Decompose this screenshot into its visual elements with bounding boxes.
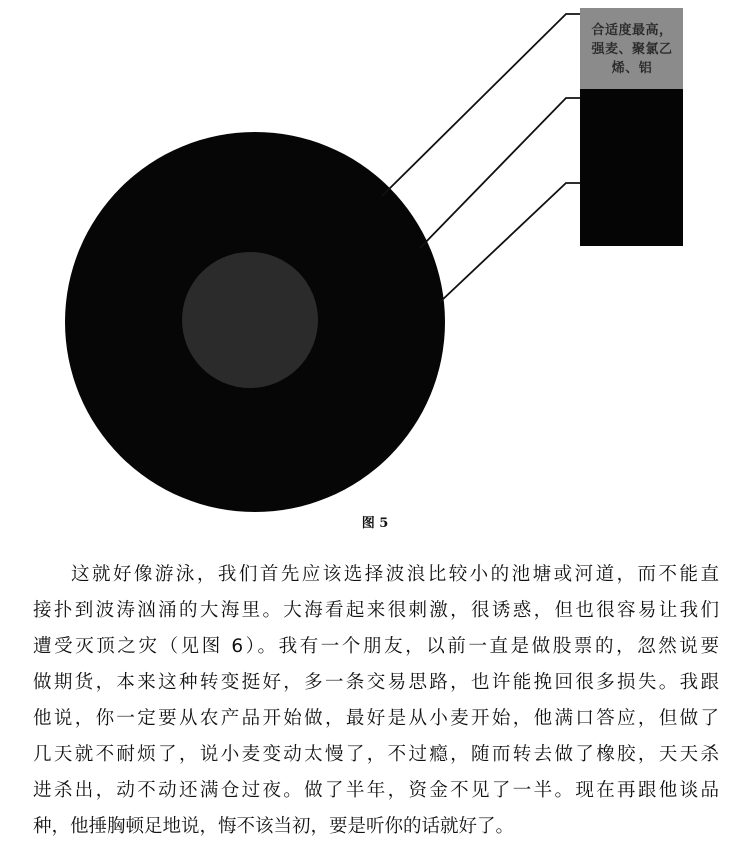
leader-line-middle [420,98,580,248]
leader-line-bottom [440,183,580,302]
body-line-8: 种，他捶胸顿足地说，悔不该当初，要是听你的话就好了。 [33,816,515,837]
legend-label-text: 合适度最高，强麦、聚氯乙烯、铝 [591,23,673,76]
inner-circle [182,252,318,388]
body-line-1: 这就好像游泳，我们首先应该选择波浪比较小的池塘或河道，而不能直 [71,564,719,585]
body-line-3: 遭受灭顶之灾（见图 6）。我有一个朋友，以前一直是做股票的，忽然说要 [33,636,719,657]
body-line-6: 几天就不耐烦了，说小麦变动太慢了，不过瘾，随而转去做了橡胶，天天杀 [33,744,719,765]
figure-caption: 图 5 [361,516,389,531]
body-line-4: 做期货，本来这种转变挺好，多一条交易思路，也许能挽回很多损失。我跟 [33,672,719,693]
body-line-7: 进杀出，动不动还满仓过夜。做了半年，资金不见了一半。现在再跟他谈品 [33,780,719,801]
leader-line-top [382,14,580,196]
body-paragraph [33,562,719,850]
body-line-5: 他说，你一定要从农产品开始做，最好是从小麦开始，他满口答应，但做了 [33,708,719,729]
body-line-2: 接扑到波涛汹涌的大海里。大海看起来很刺激，很诱惑，但也很容易让我们 [33,600,719,621]
legend-black-block [580,89,683,246]
